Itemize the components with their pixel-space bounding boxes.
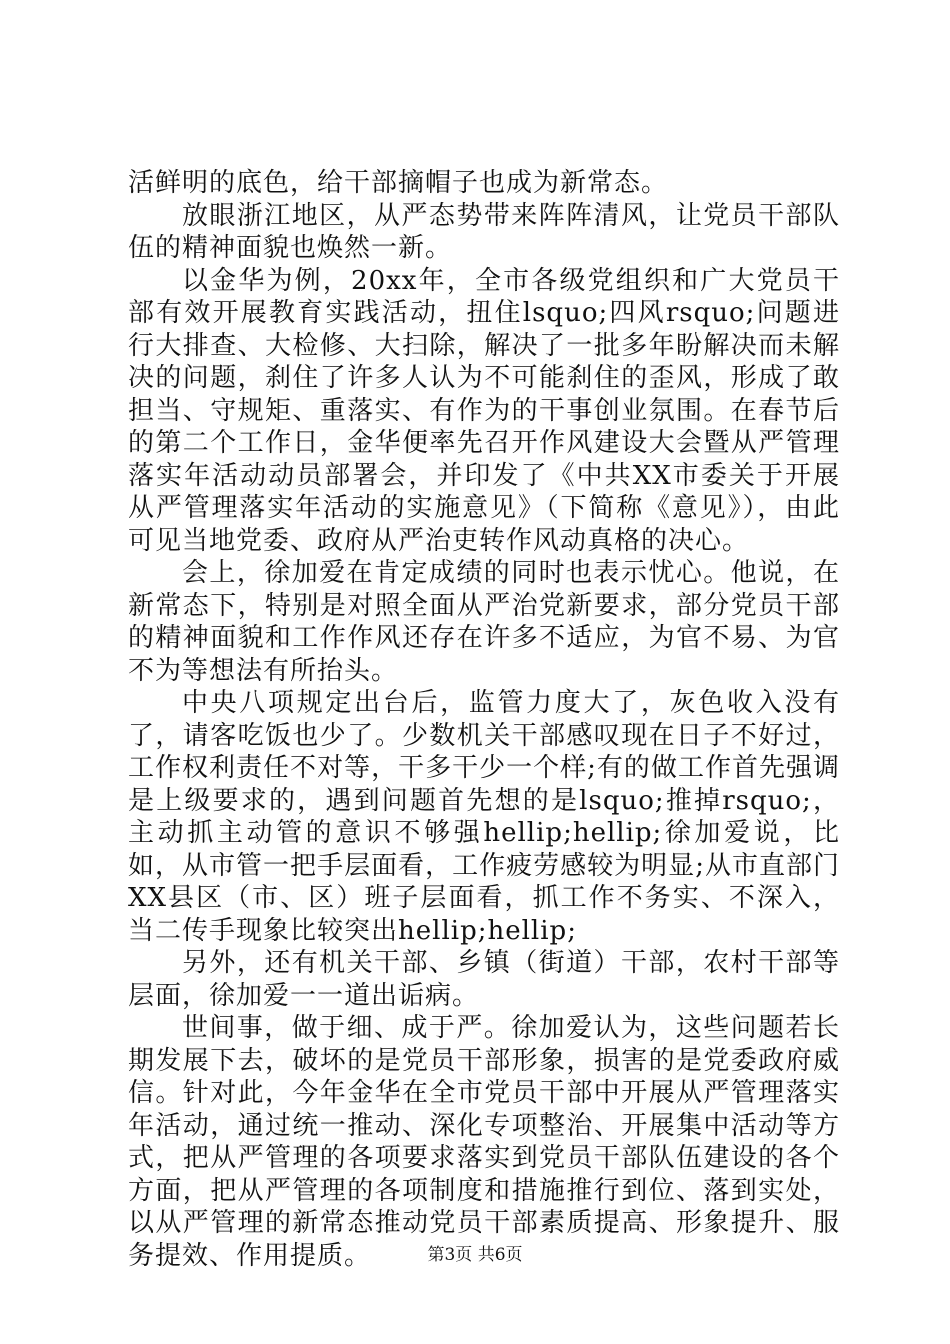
paragraph: 活鲜明的底色，给干部摘帽子也成为新常态。: [128, 168, 669, 198]
paragraph: 世间事，做于细、成于严。徐加爱认为，这些问题若长期发展下去，破坏的是党员干部形象，损害的是党委政府威信。针对此，今年金华在全市党员干部中开展从严管理落实年活动，通过统一推动、深化专项整治、开展集中活动等方式，把从严管理的各项要求落实到党员干部队伍建设的各个方面，把从严管理的各项制度和措施推行到位、落到实处，以从严管理的新常态推动党员干部素质提高、形象提升、服务提效、作用提质。: [128, 1013, 840, 1271]
page-number-footer: 第3页 共6页: [427, 1245, 523, 1265]
paragraph: 中央八项规定出台后，监管力度大了，灰色收入没有了，请客吃饭也少了。少数机关干部感叹现在日子不好过，工作权利责任不对等，干多干少一个样;有的做工作首先强调是上级要求的，遇到问题首先想的是lsquo;推掉rsquo;，主动抓主动管的意识不够强hellip;hellip;徐加爱说，比如，从市管一把手层面看，工作疲劳感较为明显;从市直部门XX县区（市、区）班子层面看，抓工作不务实、不深入，当二传手现象比较突出hellip;hellip;: [128, 688, 840, 946]
document-body: [128, 167, 840, 1272]
paragraph: 放眼浙江地区，从严态势带来阵阵清风，让党员干部队伍的精神面貌也焕然一新。: [128, 200, 840, 263]
paragraph: 另外，还有机关干部、乡镇（街道）干部，农村干部等层面，徐加爱一一道出诟病。: [128, 948, 840, 1011]
paragraph: 会上，徐加爱在肯定成绩的同时也表示忧心。他说，在新常态下，特别是对照全面从严治党新要求，部分党员干部的精神面貌和工作作风还存在许多不适应，为官不易、为官不为等想法有所抬头。: [128, 558, 840, 686]
paragraph: 以金华为例，20xx年，全市各级党组织和广大党员干部有效开展教育实践活动，扭住lsquo;四风rsquo;问题进行大排查、大检修、大扫除，解决了一批多年盼解决而未解决的问题，刹住了许多人认为不可能刹住的歪风，形成了敢担当、守规矩、重落实、有作为的干事创业氛围。在春节后的第二个工作日，金华便率先召开作风建设大会暨从严管理落实年活动动员部署会，并印发了《中共XX市委关于开展从严管理落实年活动的实施意见》（下简称《意见》），由此可见当地党委、政府从严治吏转作风动真格的决心。: [128, 265, 840, 556]
